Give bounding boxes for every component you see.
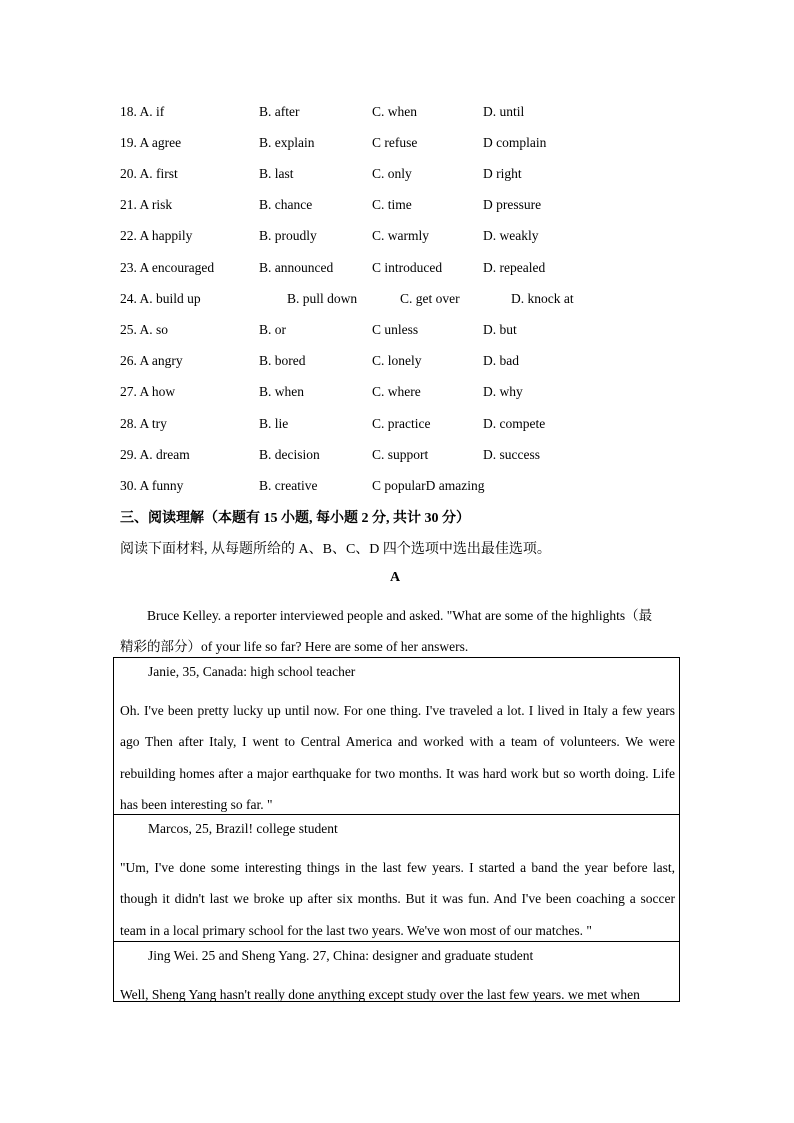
option-c: C. when (372, 104, 417, 119)
option-d: D. bad (483, 353, 519, 368)
option-b: B. chance (259, 197, 313, 212)
intro-line-1: Bruce Kelley. a reporter interviewed people and asked. "What are some of the highlights（最 (147, 608, 653, 623)
option-d: D. why (483, 384, 523, 399)
question-number-option-a: 22. A happily (120, 228, 193, 243)
answer-cell (114, 941, 679, 1002)
question-number-option-a: 21. A risk (120, 197, 173, 212)
answer-cell (114, 814, 679, 941)
option-b: B. or (259, 322, 286, 337)
question-number-option-a: 18. A. if (120, 104, 165, 119)
option-d: D. repealed (483, 260, 546, 275)
option-c: C popularD amazing (372, 478, 485, 493)
option-b: B. lie (259, 416, 289, 431)
answer-text: Oh. I've been pretty lucky up until now. For one thing. I've traveled a lot. I lived in Italy a few years ago Then after Italy, I went to Central America and worked with a team of volunteers. We were rebuilding homes after a major earthquake for two months. It was hard work but so worth doing. Life has been interesting so far. " (120, 703, 675, 812)
question-number-option-a: 24. A. build up (120, 291, 201, 306)
option-b: B. after (259, 104, 300, 119)
answer-text: "Um, I've done some interesting things in the last few years. I started a band the year before last, though it didn't last we broke up after six months. But it was fun. And I've been coaching a soccer team in a local primary school for the last two years. We've won most of our matches. " (120, 860, 675, 938)
option-d: D. until (483, 104, 525, 119)
answers-table (113, 657, 680, 1002)
instruction-text: 阅读下面材料, 从每题所给的 A、B、C、D 四个选项中选出最佳选项。 (120, 542, 551, 557)
option-d: D. but (483, 322, 517, 337)
option-c: C. support (372, 447, 429, 462)
option-c: C unless (372, 322, 419, 337)
answer-text: Well, Sheng Yang hasn't really done anything except study over the last few years. we met when (120, 987, 640, 1002)
option-c: C. get over (400, 291, 460, 306)
option-c: C introduced (372, 260, 443, 275)
option-b: B. decision (259, 447, 320, 462)
option-b: B. bored (259, 353, 306, 368)
question-number-option-a: 23. A encouraged (120, 260, 215, 275)
option-c: C refuse (372, 135, 418, 150)
option-c: C. practice (372, 416, 431, 431)
passage-intro (120, 600, 675, 662)
question-number-option-a: 27. A how (120, 384, 176, 399)
option-d: D complain (483, 135, 547, 150)
option-d: D. success (483, 447, 540, 462)
question-number-option-a: 28. A try (120, 416, 167, 431)
option-b: B. creative (259, 478, 318, 493)
question-number-option-a: 20. A. first (120, 166, 178, 181)
question-number-option-a: 29. A. dream (120, 447, 190, 462)
option-d: D right (483, 166, 522, 181)
option-c: C. where (372, 384, 421, 399)
question-number-option-a: 26. A angry (120, 353, 183, 368)
option-b: B. explain (259, 135, 315, 150)
option-b: B. when (259, 384, 304, 399)
section-heading: 三、阅读理解（本题有 15 小题, 每小题 2 分, 共计 30 分） (120, 511, 470, 526)
option-d: D. compete (483, 416, 546, 431)
option-b: B. proudly (259, 228, 317, 243)
question-number-option-a: 30. A funny (120, 478, 184, 493)
option-b: B. pull down (287, 291, 358, 306)
option-c: C. warmly (372, 228, 429, 243)
option-b: B. announced (259, 260, 334, 275)
option-c: C. time (372, 197, 412, 212)
option-c: C. lonely (372, 353, 422, 368)
option-d: D pressure (483, 197, 542, 212)
intro-line-2: 精彩的部分）of your life so far? Here are some of her answers. (120, 639, 469, 654)
option-d: D. knock at (511, 291, 574, 306)
answer-speaker: Janie, 35, Canada: high school teacher (148, 664, 356, 679)
question-number-option-a: 25. A. so (120, 322, 169, 337)
passage-label: A (390, 570, 401, 585)
option-b: B. last (259, 166, 294, 181)
option-d: D. weakly (483, 228, 539, 243)
answer-cell (114, 658, 679, 814)
question-number-option-a: 19. A agree (120, 135, 182, 150)
answer-speaker: Marcos, 25, Brazil! college student (148, 821, 338, 836)
option-c: C. only (372, 166, 412, 181)
answer-speaker: Jing Wei. 25 and Sheng Yang. 27, China: designer and graduate student (148, 948, 534, 963)
